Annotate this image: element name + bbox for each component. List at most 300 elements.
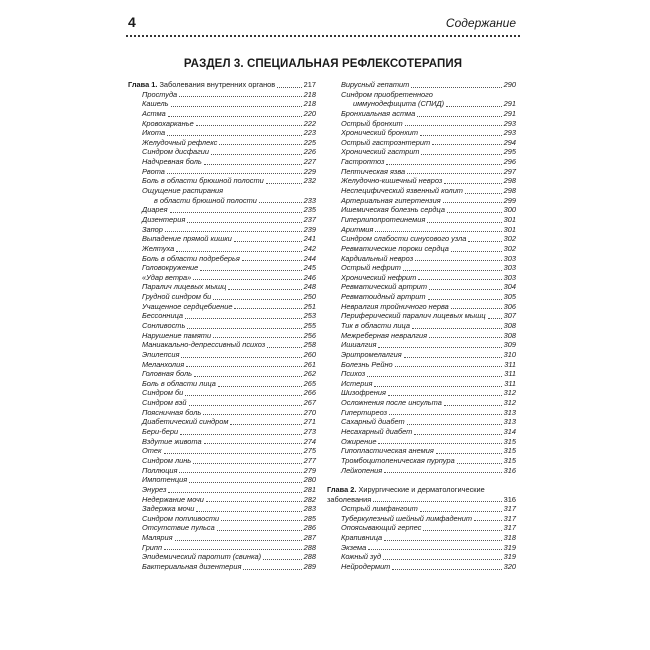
toc-page-number: 298 xyxy=(503,186,516,196)
toc-entry-text: Пептическая язва xyxy=(341,166,406,176)
toc-entry-text: Желтуха xyxy=(142,243,175,253)
toc-entry-text: Гастроптоз xyxy=(341,157,385,167)
toc-entry-title xyxy=(341,408,387,418)
toc-entry-text: Синдром приобретенного xyxy=(341,89,433,99)
toc-page-number: 251 xyxy=(303,301,316,311)
toc-entry-title xyxy=(341,138,430,148)
dot-leader xyxy=(165,231,302,232)
toc-entry-title xyxy=(142,273,191,283)
dot-leader xyxy=(412,328,502,329)
toc-entry-text: Боль в области лица xyxy=(142,378,216,388)
dot-leader xyxy=(429,289,502,290)
dot-leader xyxy=(164,549,302,550)
dot-leader xyxy=(392,569,501,570)
dot-leader xyxy=(488,318,502,319)
toc-entry xyxy=(128,167,316,177)
dot-leader xyxy=(213,337,302,338)
dot-leader xyxy=(405,125,502,126)
dot-leader xyxy=(234,308,301,309)
toc-entry xyxy=(128,427,316,437)
toc-entry xyxy=(128,552,316,562)
toc-entry-title xyxy=(142,485,166,495)
toc-entry xyxy=(327,90,516,100)
toc-page-number: 294 xyxy=(503,137,516,147)
toc-page-number: 246 xyxy=(303,272,316,282)
dot-leader xyxy=(447,212,502,213)
toc-entry xyxy=(327,147,516,157)
toc-page-number: 261 xyxy=(303,359,316,369)
toc-entry-title xyxy=(353,99,444,109)
toc-page-number: 297 xyxy=(503,166,516,176)
toc-entry-text: Бессонница xyxy=(142,311,184,321)
dot-leader xyxy=(423,530,501,531)
toc-entry-title xyxy=(341,176,442,186)
dot-leader xyxy=(167,135,302,136)
toc-entry xyxy=(327,514,516,524)
toc-entry-text: Синдром дисфагии xyxy=(142,147,209,157)
dot-leader xyxy=(171,106,302,107)
toc-entry-title xyxy=(142,128,165,138)
toc-gap xyxy=(327,475,516,485)
toc-entry-text: Психоз xyxy=(341,369,366,379)
toc-page-number: 286 xyxy=(303,523,316,533)
dot-leader xyxy=(200,270,301,271)
toc-entry-title xyxy=(142,533,173,543)
toc-entry xyxy=(327,234,516,244)
toc-entry xyxy=(327,196,516,206)
toc-page-number: 260 xyxy=(303,349,316,359)
toc-page-number: 265 xyxy=(303,378,316,388)
toc-entry xyxy=(128,225,316,235)
toc-entry xyxy=(128,282,316,292)
dot-leader xyxy=(218,386,302,387)
toc-entry xyxy=(128,205,316,215)
toc-page-number: 296 xyxy=(503,157,516,167)
toc-page-number: 315 xyxy=(503,436,516,446)
toc-entry-text: Синдром потливости xyxy=(142,513,220,523)
toc-entry-text: Лейкопения xyxy=(341,465,383,475)
toc-entry-text: Сонливость xyxy=(142,321,186,330)
toc-entry xyxy=(327,215,516,225)
toc-entry-title xyxy=(341,167,405,177)
toc-entry-title xyxy=(327,485,485,495)
chapter-label: Глава 1. xyxy=(128,79,158,89)
toc-entry-title xyxy=(142,263,198,273)
toc-entry-title xyxy=(341,80,409,90)
toc-chapter-row xyxy=(327,485,516,495)
toc-page-number: 287 xyxy=(303,533,316,543)
toc-entry-text: Недержание мочи xyxy=(142,494,204,504)
toc-page-number: 223 xyxy=(303,128,316,138)
toc-entry-title xyxy=(341,225,373,235)
toc-entry xyxy=(327,109,516,119)
toc-entry-text: Поясничная боль xyxy=(142,407,202,417)
toc-page-number: 245 xyxy=(303,263,316,273)
toc-page-number: 242 xyxy=(303,243,316,253)
toc-entry-title xyxy=(341,552,381,562)
toc-page-number: 241 xyxy=(303,234,316,244)
toc-entry xyxy=(327,273,516,283)
toc-page-number: 271 xyxy=(303,417,316,427)
dot-leader xyxy=(242,260,302,261)
toc-entry xyxy=(327,321,516,331)
toc-entry xyxy=(128,311,316,321)
dot-leader xyxy=(167,173,302,174)
dot-leader xyxy=(420,135,502,136)
toc-page-number: 302 xyxy=(503,234,516,244)
toc-entry-title xyxy=(142,282,226,292)
dot-leader xyxy=(432,144,502,145)
dot-leader xyxy=(451,308,502,309)
toc-entry-text: Эритромелалгия xyxy=(341,349,402,359)
toc-page-number: 282 xyxy=(303,494,316,504)
toc-entry xyxy=(327,466,516,476)
toc-entry xyxy=(128,417,316,427)
toc-entry xyxy=(128,379,316,389)
toc-entry-title xyxy=(341,437,376,447)
toc-page-number: 218 xyxy=(303,89,316,99)
toc-page-number: 303 xyxy=(503,253,516,263)
toc-entry xyxy=(128,475,316,485)
toc-entry xyxy=(327,360,516,370)
dot-leader xyxy=(427,222,501,223)
toc-entry xyxy=(128,273,316,283)
toc-entry xyxy=(128,369,316,379)
toc-entry-text: Синдром би xyxy=(142,388,184,398)
toc-entry-title xyxy=(341,109,415,119)
toc-entry xyxy=(327,128,516,138)
toc-entry xyxy=(128,147,316,157)
dot-leader xyxy=(263,559,302,560)
toc-entry-title xyxy=(341,254,413,264)
toc-entry-title xyxy=(341,147,419,157)
toc-entry-text: Ревматический артрит xyxy=(341,282,428,292)
toc-entry xyxy=(128,350,316,360)
dot-leader xyxy=(193,279,301,280)
toc-entry xyxy=(128,456,316,466)
toc-entry-title xyxy=(142,109,166,119)
dot-leader xyxy=(187,328,301,329)
toc-entry xyxy=(327,119,516,129)
dot-leader xyxy=(213,299,301,300)
dot-leader xyxy=(176,251,301,252)
toc-entry-title xyxy=(341,128,418,138)
toc-entry-title xyxy=(142,321,185,331)
toc-entry-text: Простуда xyxy=(142,89,178,99)
toc-page-number: 277 xyxy=(303,455,316,465)
toc-entry-title xyxy=(154,196,257,206)
toc-page-number: 311 xyxy=(504,369,516,379)
toc-entry xyxy=(327,552,516,562)
toc-entry-text: Острый бронхит xyxy=(341,118,403,128)
toc-entry xyxy=(128,495,316,505)
dot-leader xyxy=(374,386,502,387)
toc-entry-text: Гипертиреоз xyxy=(341,407,388,417)
toc-entry-title xyxy=(341,360,393,370)
toc-entry xyxy=(128,119,316,129)
toc-entry-title xyxy=(142,562,241,572)
dot-leader xyxy=(189,482,302,483)
toc-page-number: 307 xyxy=(503,311,516,321)
toc-entry-title xyxy=(341,331,427,341)
toc-entry-text: Грудной синдром би xyxy=(142,292,212,302)
toc-entry xyxy=(128,562,316,572)
toc-entry-title xyxy=(142,157,202,167)
toc-entry-title xyxy=(341,311,486,321)
toc-entry-text: Головокружение xyxy=(142,263,199,273)
toc-entry-title xyxy=(142,90,177,100)
toc-entry-text: Истерия xyxy=(341,378,373,388)
toc-page-number: 319 xyxy=(503,552,516,562)
dot-leader xyxy=(384,540,502,541)
toc-entry xyxy=(327,523,516,533)
toc-entry-text: Маниакально-депрессивный психоз xyxy=(142,340,266,350)
dot-leader xyxy=(228,289,301,290)
toc-entry-text: Бронхиальная астма xyxy=(341,108,416,118)
toc-entry-title xyxy=(341,340,376,350)
toc-entry xyxy=(327,533,516,543)
toc-entry-title xyxy=(341,543,366,553)
dot-leader xyxy=(418,279,501,280)
toc-page-number: 267 xyxy=(303,398,316,408)
toc-entry-title xyxy=(341,90,433,100)
toc-entry-title xyxy=(341,446,434,456)
toc-entry-title xyxy=(142,523,215,533)
toc-entry xyxy=(327,254,516,264)
toc-page-number: 289 xyxy=(303,562,316,572)
toc-entry xyxy=(327,311,516,321)
toc-page-number: 256 xyxy=(303,330,316,340)
toc-entry-title xyxy=(341,388,386,398)
toc-entry-text: Диарея xyxy=(142,205,168,215)
dot-leader xyxy=(421,154,501,155)
toc-entry xyxy=(128,292,316,302)
toc-entry-text: Ишемическая болезнь сердца xyxy=(341,205,445,215)
toc-entry-text: Задержка мочи xyxy=(142,504,195,514)
toc-entry-text: Острый нефрит xyxy=(341,263,401,273)
dot-leader xyxy=(389,414,502,415)
dot-leader xyxy=(194,376,302,377)
toc-entry xyxy=(128,485,316,495)
dot-leader xyxy=(443,202,502,203)
toc-entry-text: Желудочный рефлекс xyxy=(142,137,218,147)
toc-entry-text: в области брюшной полости xyxy=(154,195,257,205)
toc-entry-text: Кровохарканье xyxy=(142,118,194,128)
toc-entry xyxy=(327,225,516,235)
toc-entry-text: Кардиальный невроз xyxy=(341,253,414,263)
toc-entry xyxy=(327,99,516,109)
toc-entry xyxy=(327,176,516,186)
dot-leader xyxy=(429,337,502,338)
toc-entry-title xyxy=(142,388,183,398)
dot-leader xyxy=(436,453,502,454)
toc-page-number: 309 xyxy=(503,340,516,350)
toc-page-number: 232 xyxy=(303,176,316,186)
toc-entry-text: Опоясывающий герпес xyxy=(341,523,422,533)
toc-entry-title xyxy=(341,427,412,437)
toc-entry xyxy=(128,446,316,456)
toc-entry-title xyxy=(142,379,216,389)
toc-entry-title xyxy=(341,282,427,292)
dot-leader xyxy=(234,241,302,242)
toc-entry-title xyxy=(341,321,410,331)
toc-entry-title xyxy=(142,147,209,157)
toc-entry-text: Учащенное сердцебиение xyxy=(142,301,233,311)
toc-page-number: 274 xyxy=(303,436,316,446)
toc-entry-text: Экзема xyxy=(341,542,367,552)
toc-page-number: 288 xyxy=(303,542,316,552)
toc-page-number: 301 xyxy=(503,214,516,224)
toc-entry-text: Ожирение xyxy=(341,436,377,446)
toc-page-number: 313 xyxy=(503,407,516,417)
toc-entry-title xyxy=(142,466,177,476)
page-number: 4 xyxy=(128,14,136,30)
dot-leader xyxy=(373,501,501,502)
toc-entry-title xyxy=(341,215,425,225)
toc-page-number: 317 xyxy=(503,504,516,514)
toc-entry xyxy=(327,456,516,466)
dot-leader xyxy=(267,347,301,348)
toc-entry xyxy=(327,495,516,505)
toc-entry-text: Нейродермит xyxy=(341,562,391,572)
toc-entry xyxy=(327,263,516,273)
toc-entry-title xyxy=(142,234,232,244)
toc-entry xyxy=(128,157,316,167)
dot-leader xyxy=(378,443,501,444)
toc-page-number: 303 xyxy=(503,263,516,273)
dot-leader xyxy=(204,164,302,165)
toc-entry-title xyxy=(142,350,179,360)
toc-entry-title xyxy=(142,340,265,350)
toc-entry-text: Невралгия тройничного нерва xyxy=(341,301,449,311)
toc-entry xyxy=(327,157,516,167)
toc-entry-text: Неспецифический язвенный колит xyxy=(341,186,463,196)
toc-entry-title xyxy=(341,157,384,167)
dot-leader xyxy=(383,559,502,560)
toc-entry-title xyxy=(142,446,162,456)
toc-entry xyxy=(128,99,316,109)
toc-entry-text: Бактериальная дизентерия xyxy=(142,562,242,572)
toc-entry-text: Кашель xyxy=(142,99,169,109)
dot-leader xyxy=(211,154,302,155)
toc-entry-title xyxy=(142,408,201,418)
toc-entry xyxy=(327,340,516,350)
toc-page-number: 318 xyxy=(503,533,516,543)
toc-page-number: 312 xyxy=(503,388,516,398)
dot-leader xyxy=(168,116,302,117)
toc-page-number: 302 xyxy=(503,243,516,253)
toc-entry-title xyxy=(142,302,232,312)
dot-leader xyxy=(417,116,501,117)
toc-entry-text: Малярия xyxy=(142,533,173,543)
toc-entry-title xyxy=(142,360,184,370)
toc-entry-title xyxy=(142,369,192,379)
dot-leader xyxy=(388,395,502,396)
toc-entry-text: Грипп xyxy=(142,542,163,552)
toc-entry-text: Периферический паралич лицевых мышц xyxy=(341,311,486,321)
toc-entry-text: Тик в области лица xyxy=(341,321,410,330)
toc-entry xyxy=(327,389,516,399)
toc-entry-text: Заболевания внутренних органов xyxy=(159,79,276,89)
toc-entry xyxy=(128,234,316,244)
toc-entry-text: Гиперлипопротеинемия xyxy=(341,214,426,224)
dot-leader xyxy=(170,212,302,213)
toc-entry-text: Выпадение прямой кишки xyxy=(142,234,232,244)
toc-entry-text: Болезнь Рейно xyxy=(341,359,393,369)
toc-entry-title xyxy=(142,514,219,524)
toc-entry xyxy=(128,263,316,273)
toc-page-number: 229 xyxy=(303,166,316,176)
toc-entry-title xyxy=(142,504,194,514)
toc-entry-text: Паралич лицевых мышц xyxy=(142,282,227,292)
toc-right-column xyxy=(327,80,516,572)
toc-entry xyxy=(327,379,516,389)
dot-leader xyxy=(196,125,302,126)
toc-page-number: 218 xyxy=(303,99,316,109)
toc-page-number: 295 xyxy=(503,147,516,157)
toc-entry-text: Запор xyxy=(142,224,163,234)
toc-entry-title xyxy=(341,244,449,254)
toc-entry-title xyxy=(341,533,382,543)
dot-leader xyxy=(403,270,502,271)
dot-leader xyxy=(179,472,301,473)
toc-entry xyxy=(128,466,316,476)
dot-leader xyxy=(368,549,501,550)
toc-entry-title xyxy=(341,234,466,244)
dot-leader xyxy=(168,492,301,493)
toc-entry xyxy=(327,427,516,437)
toc-entry-title xyxy=(142,138,217,148)
toc-entry-title xyxy=(341,514,472,524)
toc-entry xyxy=(128,360,316,370)
toc-page-number: 301 xyxy=(503,224,516,234)
toc-entry-text: Нарушение памяти xyxy=(142,330,212,340)
toc-page-number: 311 xyxy=(504,378,516,388)
toc-page-number: 310 xyxy=(503,349,516,359)
toc-entry-title xyxy=(128,80,275,90)
toc-entry-title xyxy=(341,350,402,360)
toc-entry-title xyxy=(341,205,445,215)
toc-entry-title xyxy=(341,466,382,476)
toc-page-number: 235 xyxy=(303,205,316,215)
dot-leader xyxy=(414,434,501,435)
toc-entry-text: Поллюция xyxy=(142,465,178,475)
toc-entry xyxy=(327,437,516,447)
toc-entry xyxy=(128,514,316,524)
dot-leader xyxy=(175,540,302,541)
toc-entry xyxy=(327,244,516,254)
toc-entry-text: Бери-бери xyxy=(142,427,179,437)
dot-leader xyxy=(206,501,302,502)
toc-left-column xyxy=(128,80,316,572)
toc-entry-title xyxy=(142,437,202,447)
toc-entry xyxy=(128,186,316,196)
toc-page-number: 304 xyxy=(503,282,516,292)
toc-entry-text: Ощущение распирания xyxy=(142,186,224,196)
toc-page-number: 244 xyxy=(303,253,316,263)
toc-entry-text: Импотенция xyxy=(142,475,188,485)
dot-leader xyxy=(375,231,501,232)
toc-entry-text: Ишиалгия xyxy=(341,340,377,350)
toc-entry-text: Ревматические пороки сердца xyxy=(341,243,449,253)
toc-entry xyxy=(128,109,316,119)
toc-page-number: 317 xyxy=(503,513,516,523)
dot-leader xyxy=(204,443,302,444)
dot-leader xyxy=(179,96,302,97)
dot-leader xyxy=(164,453,302,454)
toc-entry-title xyxy=(341,562,390,572)
toc-page-number: 258 xyxy=(303,340,316,350)
